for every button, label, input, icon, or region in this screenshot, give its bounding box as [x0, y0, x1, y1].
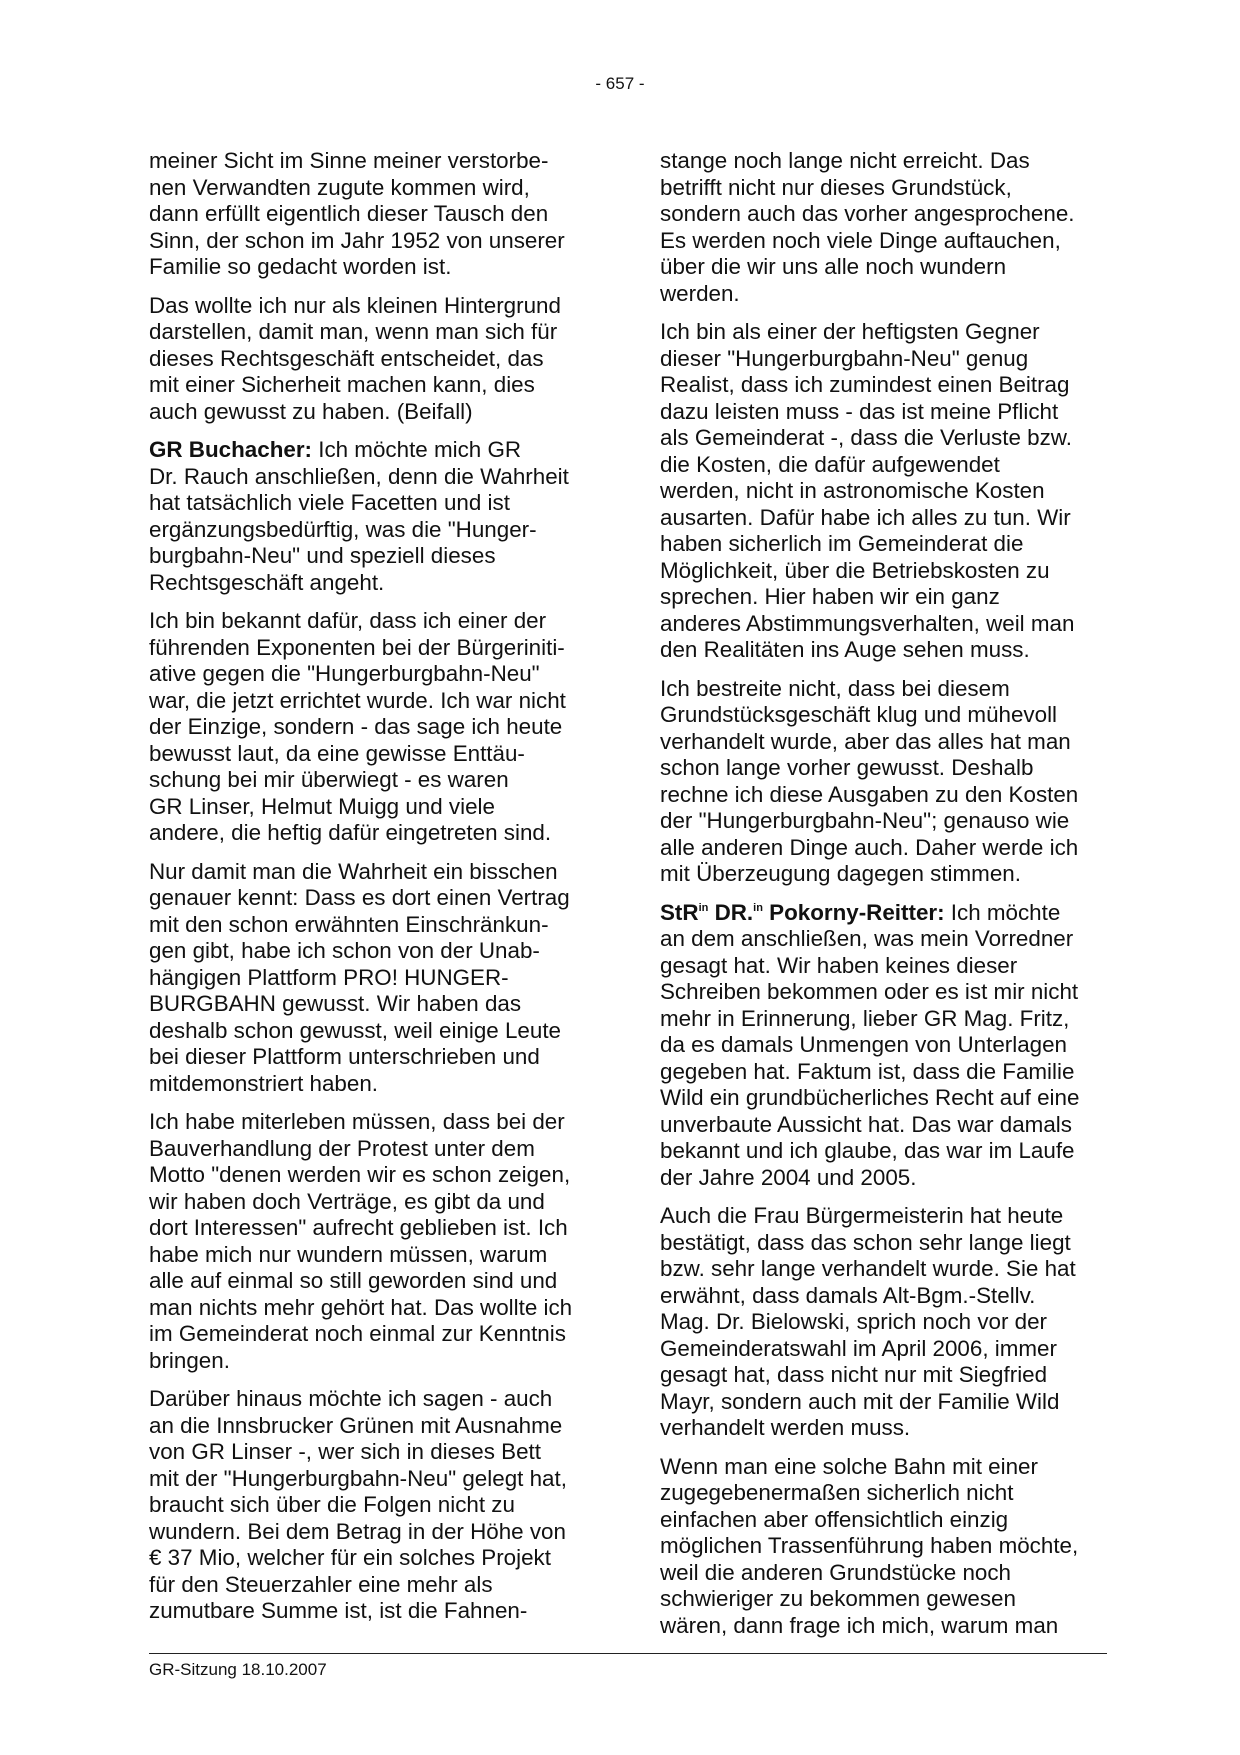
- superscript: in: [698, 901, 709, 914]
- paragraph: Das wollte ich nur als kleinen Hintergrund darstellen, damit man, wenn man sich für dieses Rechtsgeschäft entscheidet, das mit einer Sicherheit machen kann, dies auch gewusst zu haben. (Beifall): [149, 292, 561, 424]
- speaker-degree: DR.: [708, 899, 754, 925]
- paragraph: Nur damit man die Wahrheit ein bisschen genauer kennt: Dass es dort einen Vertrag mit den schon erwähnten Einschränkun- gen gibt, habe ich schon von der Unab- hängigen Plattform PRO! HUNGER- BURGBAHN gewusst. Wir haben das deshalb schon gewusst, weil einige Leute bei dieser Plattform unterschrieben und mitdemonstriert haben.: [149, 858, 570, 1096]
- speaker-surname: Pokorny-Reitter:: [762, 899, 945, 925]
- paragraph: Darüber hinaus möchte ich sagen - auch an die Innsbrucker Grünen mit Ausnahme von GR Linser -, wer sich in dieses Bett mit der "Hungerburgbahn-Neu" gelegt hat, braucht sich über die Folgen nicht zu wundern. Bei dem Betrag in der Höhe von € 37 Mio, welcher für ein solches Projekt für den Steuerzahler eine mehr als zumutbare Summe ist, ist die Fahnen-: [149, 1386, 567, 1623]
- page-number: - 657 -: [595, 74, 645, 93]
- paragraph: Ich bestreite nicht, dass bei diesem Grundstücksgeschäft klug und mühevoll verhandelt wurde, aber das alles hat man schon lange vorher gewusst. Deshalb rechne ich diese Ausgaben zu den Kosten der "Hungerburgbahn-Neu"; genauso wie alle anderen Dinge auch. Daher werde ich mit Überzeugung dagegen stimmen.: [660, 675, 1079, 886]
- speaker-name: GR Buchacher:: [149, 437, 312, 462]
- speech-paragraph: [660, 900, 1108, 1192]
- right-column: [660, 148, 1108, 1639]
- paragraph: Ich bin als einer der heftigsten Gegner dieser "Hungerburgbahn-Neu" genug Realist, dass ich zumindest einen Beitrag dazu leisten muss - das ist meine Pflicht als Gemeinderat -, dass die Verluste bzw. die Kosten, die dafür aufgewendet werden, nicht in astronomische Kosten ausarten. Dafür habe ich alles zu tun. Wir haben sicherlich im Gemeinderat die Möglichkeit, über die Betriebskosten zu sprechen. Hier haben wir ein ganz anderes Abstimmungsverhalten, weil man den Realitäten ins Auge sehen muss.: [660, 319, 1075, 662]
- paragraph: Auch die Frau Bürgermeisterin hat heute bestätigt, dass das schon sehr lange liegt bzw. sehr lange verhandelt wurde. Sie hat erwähnt, dass damals Alt-Bgm.-Stellv. Mag. Dr. Bielowski, sprich noch vor der Gemeinderatswahl im April 2006, immer gesagt hat, dass nicht nur mit Siegfried Mayr, sondern auch mit der Familie Wild verhandelt werden muss.: [660, 1203, 1076, 1440]
- paragraph: stange noch lange nicht erreicht. Das betrifft nicht nur dieses Grundstück, sondern auch das vorher angesprochene. Es werden noch viele Dinge auftauchen, über die wir uns alle noch wundern werden.: [660, 148, 1075, 306]
- footer-divider: [149, 1653, 1107, 1654]
- superscript: in: [753, 901, 763, 914]
- speaker-title: StR: [660, 899, 699, 925]
- footer-session-date: GR-Sitzung 18.10.2007: [149, 1660, 327, 1679]
- speech-text: Ich möchte an dem anschließen, was mein Vorredner gesagt hat. Wir haben keines dieser Schreiben bekommen oder es ist mir nicht mehr in Erinnerung, lieber GR Mag. Fritz, da es damals Unmengen von Unterlagen gegeben hat. Faktum ist, dass die Familie Wild ein grundbücherliches Recht auf eine unverbaute Aussicht hat. Das war damals bekannt und ich glaube, das war im Laufe der Jahre 2004 und 2005.: [660, 899, 1080, 1190]
- paragraph: Ich bin bekannt dafür, dass ich einer der führenden Exponenten bei der Bürgeriniti- ative gegen die "Hungerburgbahn-Neu" war, die jetzt errichtet wurde. Ich war nicht der Einzige, sondern - das sage ich heute bewusst laut, da eine gewisse Enttäu- schung bei mir überwiegt - es waren GR Linser, Helmut Muigg und viele andere, die heftig dafür eingetreten sind.: [149, 608, 566, 845]
- paragraph: Ich habe miterleben müssen, dass bei der Bauverhandlung der Protest unter dem Motto "denen werden wir es schon zeigen, wir haben doch Verträge, es gibt da und dort Interessen" aufrecht geblieben ist. Ich habe mich nur wundern müssen, warum alle auf einmal so still geworden sind und man nichts mehr gehört hat. Das wollte ich im Gemeinderat noch einmal zur Kenntnis bringen.: [149, 1109, 573, 1373]
- left-column: [149, 148, 594, 1625]
- speech-text: Ich möchte mich GR Dr. Rauch anschließen, denn die Wahrheit hat tatsächlich viele Facetten und ist ergänzungsbedürftig, was die "Hunger- burgbahn-Neu" und speziell dieses Rechtsgeschäft angeht.: [149, 437, 569, 595]
- speaker-name: [660, 900, 945, 925]
- speech-paragraph: [149, 437, 594, 596]
- paragraph: Wenn man eine solche Bahn mit einer zugegebenermaßen sicherlich nicht einfachen aber offensichtlich einzig möglichen Trassenführung haben möchte, weil die anderen Grundstücke noch schwieriger zu bekommen gewesen wären, dann frage ich mich, warum man: [660, 1453, 1079, 1638]
- paragraph: meiner Sicht im Sinne meiner verstorbe- nen Verwandten zugute kommen wird, dann erfüllt eigentlich dieser Tausch den Sinn, der schon im Jahr 1952 von unserer Familie so gedacht worden ist.: [149, 148, 565, 279]
